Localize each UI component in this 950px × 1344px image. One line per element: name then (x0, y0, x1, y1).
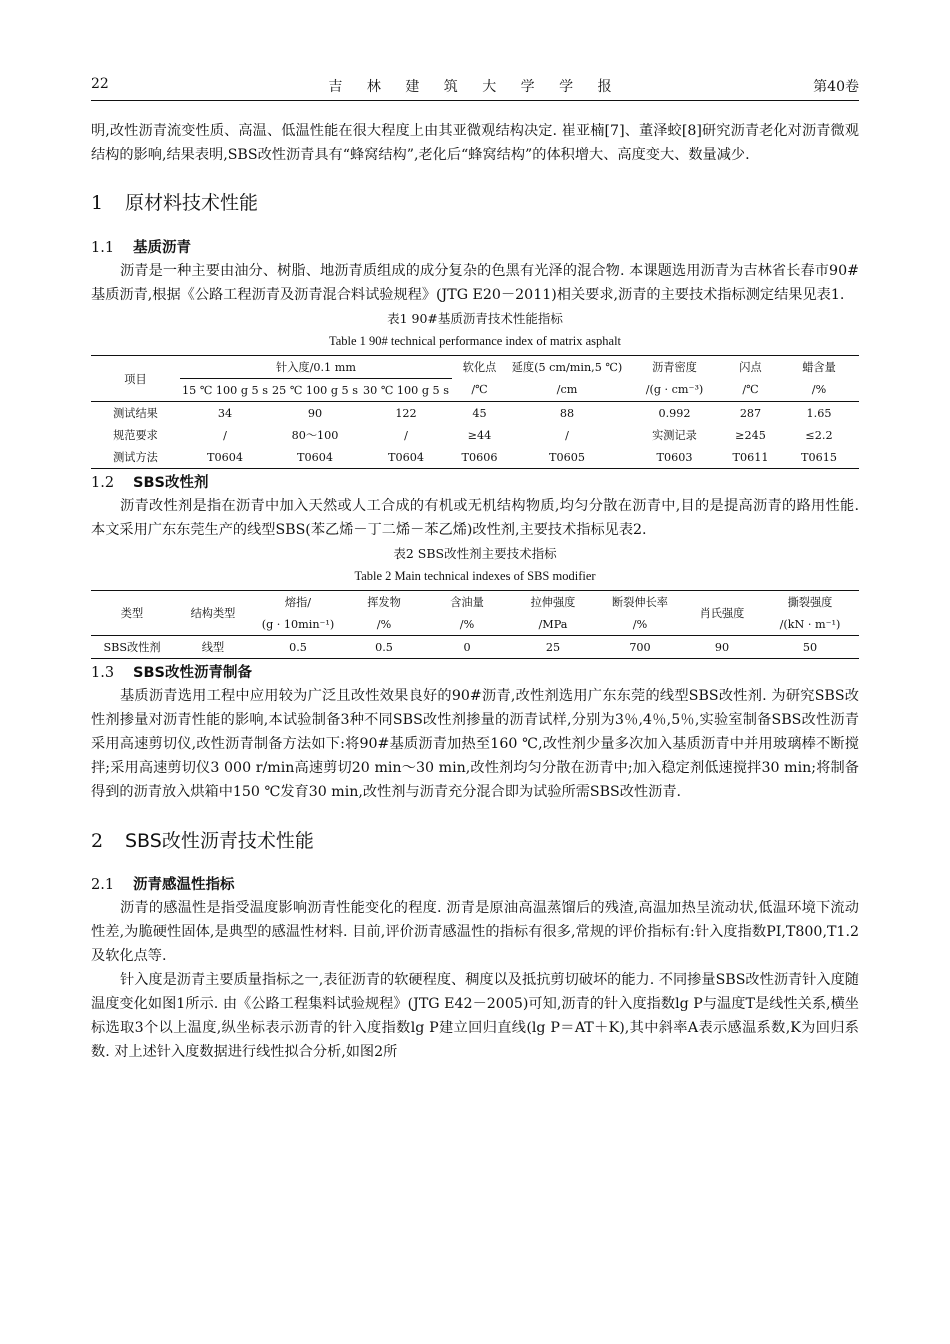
table-1-header-ductility: 延度(5 cm/min,5 ℃) (507, 356, 627, 379)
table-1-header-dens-unit: /(g · cm⁻³) (627, 379, 722, 402)
table-2-header-shore: 肖氏强度 (683, 591, 761, 636)
table-2-caption-en: Table 2 Main technical indexes of SBS modifier (354, 569, 596, 583)
table-cell: 线型 (173, 636, 253, 659)
table-2-header-tear: 撕裂强度 (761, 591, 859, 614)
table-2-header-volatile-unit: /% (343, 613, 425, 636)
table-cell: 规范要求 (113, 429, 158, 442)
table-1-header-wax: 蜡含量 (779, 356, 859, 379)
table-1 (91, 355, 859, 469)
section-2-heading: 2 SBS改性沥青技术性能 (91, 830, 314, 852)
subsection-1-1-heading: 1.1 基质沥青 (91, 240, 191, 256)
table-cell: 287 (739, 406, 762, 420)
table-cell: T0604 (180, 446, 270, 469)
table-2-header-oil-unit: /% (425, 613, 509, 636)
table-cell: 50 (761, 636, 859, 659)
table-2-header-tensile-unit: /MPa (509, 613, 597, 636)
section-1-heading: 1 原材料技术性能 (91, 192, 259, 214)
table-2-header-elongation: 断裂伸长率 (597, 591, 683, 614)
subsection-1-2-text: 沥青改性剂是指在沥青中加入天然或人工合成的有机或无机结构物质,均匀分散在沥青中,目的是提高沥青的路用性能. 本文采用广东东莞生产的线型SBS(苯乙烯－丁二烯－苯乙烯)改性剂,主要技术指标见表2. (91, 498, 859, 538)
table-2-header-melt: 熔指/ (253, 591, 343, 614)
table-cell: ≥245 (735, 428, 766, 442)
table-1-header-item: 项目 (91, 356, 180, 402)
table-cell: 0 (425, 636, 509, 659)
volume-label: 第40卷 (813, 79, 859, 95)
table-cell: 45 (472, 406, 487, 420)
article-body (91, 119, 859, 1064)
table-cell: T0603 (627, 446, 722, 469)
section-1-title: 原材料技术性能 (125, 192, 259, 214)
table-cell: 测试结果 (113, 407, 158, 420)
subsection-2-1-paragraph-2: 针入度是沥青主要质量指标之一,表征沥青的软硬程度、稠度以及抵抗剪切破坏的能力. 不同掺量SBS改性沥青针入度随温度变化如图1所示. 由《公路工程集料试验规程》(JTG E42－2005)可知,沥青的针入度指数lg P与温度T是线性关系,横坐标选取3个以上温度,纵坐标表示沥青的针入度指数lg P建立回归直线(lg P＝AT＋K),其中斜率A表示感温系数,K为回归系数. 对上述针入度数据进行线性拟合分析,如图2所 (91, 972, 859, 1060)
table-cell: 80～100 (291, 429, 339, 442)
subsection-2-1-paragraph-1: 沥青的感温性是指受温度影响沥青性能变化的程度. 沥青是原油高温蒸馏后的残渣,高温加热呈流动状,低温环境下流动性差,为脆硬性固体,是典型的感温性材料. 目前,评价沥青感温性的指标有很多,常规的评价指标有:针入度指数PI,T800,T1.2及软化点等. (91, 900, 859, 964)
table-2-header-volatile: 挥发物 (343, 591, 425, 614)
table-2-header-type: 类型 (91, 591, 173, 636)
table-cell: T0606 (452, 446, 507, 469)
table-cell: 700 (597, 636, 683, 659)
subsection-1-3-heading: 1.3 SBS改性沥青制备 (91, 665, 252, 681)
table-row (91, 402, 859, 425)
table-1-header-softening: 软化点 (452, 356, 507, 379)
table-2-header-melt-unit: (g · 10min⁻¹) (253, 613, 343, 636)
table-cell: ≤2.2 (805, 428, 833, 442)
table-row (91, 446, 859, 469)
header-rule (91, 100, 859, 101)
table-1-header-pen15: 15 ℃ 100 g 5 s (180, 379, 270, 402)
table-1-header-penetration: 针入度/0.1 mm (180, 356, 452, 379)
table-1-header-density: 沥青密度 (627, 356, 722, 379)
running-header (91, 72, 859, 98)
table-cell: 0.5 (253, 636, 343, 659)
table-cell: T0611 (722, 446, 779, 469)
table-2 (91, 590, 859, 659)
table-2-header-tear-unit: /(kN · m⁻¹) (761, 613, 859, 636)
table-cell: / (404, 428, 408, 442)
table-1-header-duct-unit: /cm (507, 379, 627, 402)
table-cell: T0604 (270, 446, 360, 469)
table-cell: 测试方法 (91, 446, 180, 469)
table-1-caption-en: Table 1 90# technical performance index of matrix asphalt (328, 334, 622, 348)
table-row (91, 424, 859, 446)
section-2-title: SBS改性沥青技术性能 (125, 830, 314, 852)
table-1-header-flash-unit: /℃ (722, 379, 779, 402)
table-2-header-elongation-unit: /% (597, 613, 683, 636)
table-cell: 实测记录 (652, 429, 697, 442)
table-cell: 0.5 (343, 636, 425, 659)
table-1-header-soft-unit: /℃ (452, 379, 507, 402)
table-2-caption-cn: 表2 SBS改性剂主要技术指标 (393, 546, 557, 561)
table-cell: T0615 (779, 446, 859, 469)
table-cell: 25 (509, 636, 597, 659)
table-1-header-wax-unit: /% (779, 379, 859, 402)
table-cell: 0.992 (658, 406, 691, 420)
table-cell: ≥44 (467, 428, 492, 442)
table-1-header-flash: 闪点 (722, 356, 779, 379)
table-2-header-structure: 结构类型 (173, 591, 253, 636)
subsection-2-1-heading: 2.1 沥青感温性指标 (91, 877, 235, 893)
table-1-header-pen30: 30 ℃ 100 g 5 s (360, 379, 452, 402)
table-row (91, 636, 859, 659)
table-cell: 34 (217, 406, 233, 420)
subsection-1-1-text: 沥青是一种主要由油分、树脂、地沥青质组成的成分复杂的色黑有光泽的混合物. 本课题选用沥青为吉林省长春市90#基质沥青,根据《公路工程沥青及沥青混合料试验规程》(JTG E20－2011)相关要求,沥青的主要技术指标测定结果见表1. (91, 263, 859, 303)
table-cell: T0605 (507, 446, 627, 469)
table-cell: 122 (395, 406, 417, 420)
page-number: 22 (91, 76, 109, 92)
table-cell: T0604 (360, 446, 452, 469)
table-2-header-tensile: 拉伸强度 (509, 591, 597, 614)
table-cell: 88 (559, 406, 575, 420)
table-cell: 90 (683, 636, 761, 659)
table-cell: / (223, 428, 227, 442)
table-1-caption-cn: 表1 90#基质沥青技术性能指标 (387, 311, 563, 326)
table-2-header-oil: 含油量 (425, 591, 509, 614)
table-1-header-pen25: 25 ℃ 100 g 5 s (270, 379, 360, 402)
subsection-1-2-heading: 1.2 SBS改性剂 (91, 475, 209, 491)
intro-paragraph: 明,改性沥青流变性质、高温、低温性能在很大程度上由其亚微观结构决定. 崔亚楠[7]、董泽蛟[8]研究沥青老化对沥青微观结构的影响,结果表明,SBS改性沥青具有“蜂窝结构”,老化后“蜂窝结构”的体积增大、高度变大、数量减少. (91, 123, 859, 163)
table-cell: SBS改性剂 (91, 636, 173, 659)
table-cell: / (565, 428, 569, 442)
journal-title: 吉 林 建 筑 大 学 学 报 (328, 79, 622, 95)
table-cell: 1.65 (806, 406, 832, 420)
table-cell: 90 (307, 406, 323, 420)
subsection-1-3-text: 基质沥青选用工程中应用较为广泛且改性效果良好的90#沥青,改性剂选用广东东莞的线型SBS改性剂. 为研究SBS改性剂掺量对沥青性能的影响,本试验制备3种不同SBS改性剂掺量的沥青试样,分别为3％,4％,5％,实验室制备SBS改性沥青采用高速剪切仪,改性沥青制备方法如下:将90#基质沥青加热至160 ℃,改性剂少量多次加入基质沥青中并用玻璃棒不断搅拌;采用高速剪切仪3 000 r/min高速剪切20 min～30 min,改性剂均匀分散在沥青中;加入稳定剂低速搅拌30 min;将制备得到的沥青放入烘箱中150 ℃发育30 min,改性剂与沥青充分混合即为试验所需SBS改性沥青. (91, 688, 859, 800)
